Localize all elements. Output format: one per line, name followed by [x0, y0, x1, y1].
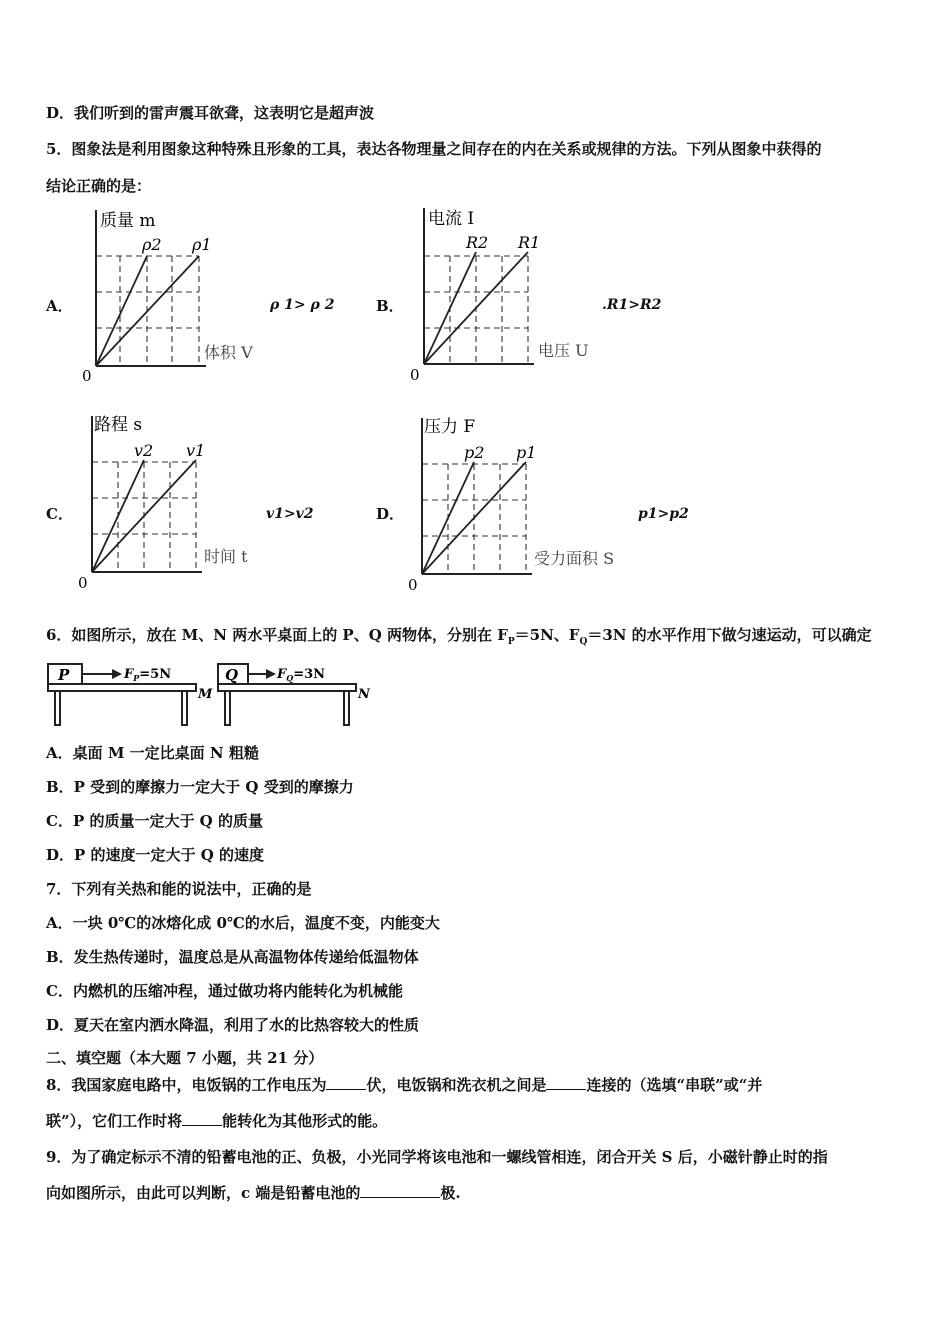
q5-b-conclusion: .R1>R2 — [602, 297, 662, 313]
q9-line2: 向如图所示，由此可以判断，c 端是铅蓄电池的 极. — [46, 1184, 461, 1202]
table-m — [48, 664, 213, 725]
y-axis-label: 路程 s — [94, 415, 143, 435]
q6-figure — [44, 656, 374, 728]
line-rho2 — [96, 256, 147, 366]
x-axis-label: 时间 t — [204, 547, 248, 566]
q5-option-d-label: D． — [376, 505, 405, 523]
q5-c-conclusion: v1>v2 — [266, 506, 314, 522]
q8-blank-connection[interactable] — [546, 1075, 586, 1090]
y-axis-label: 电流 I — [428, 209, 475, 229]
q5-option-b-label: B． — [376, 297, 404, 315]
q5-stem-line2: 结论正确的是： — [46, 177, 152, 195]
table-n — [218, 664, 371, 725]
label-p2: p2 — [464, 443, 485, 462]
force-q-arrowhead — [266, 669, 276, 679]
y-axis-label: 质量 m — [100, 211, 156, 231]
section-fill-in-heading: 二、填空题（本大题 7 小题，共 21 分） — [46, 1049, 324, 1067]
q9-line1: 9．为了确定标示不清的铅蓄电池的正、负极，小光同学将该电池和一螺线管相连，闭合开关 S 后，小磁针静止时的指 — [46, 1148, 828, 1166]
q8-line2: 联”），它们工作时将 能转化为其他形式的能。 — [46, 1112, 388, 1130]
q9-blank-pole[interactable] — [360, 1183, 440, 1198]
label-v1: v1 — [186, 441, 206, 460]
label-rho1: ρ1 — [192, 235, 212, 254]
block-p-label: P — [58, 666, 70, 684]
table-m-label: M — [198, 687, 213, 702]
force-q-label: $F_Q=3N$ — [277, 667, 326, 683]
x-axis-label: 电压 U — [538, 341, 589, 360]
q6-option-b: B．P 受到的摩擦力一定大于 Q 受到的摩擦力 — [46, 778, 354, 796]
q8-line1: 8．我国家庭电路中，电饭锅的工作电压为 伏，电饭锅和洗衣机之间是 连接的（选填“串联”或“并 — [46, 1076, 763, 1094]
q6-option-d: D．P 的速度一定大于 Q 的速度 — [46, 846, 265, 864]
force-p-label: $F_P=5N$ — [124, 667, 172, 683]
q5-d-conclusion: p1>p2 — [638, 506, 689, 522]
graph-distance-time — [70, 408, 280, 598]
origin-label: 0 — [82, 367, 92, 385]
q6-stem: 6．如图所示，放在 M、N 两水平桌面上的 P、Q 两物体，分别在 $F_P=5N$、$F_Q=3N$ 的水平作用下做匀速运动，可以确定 — [46, 626, 872, 647]
graph-force-area — [402, 410, 642, 600]
table-n-label: N — [358, 687, 370, 702]
q5-option-c-label: C． — [46, 505, 73, 523]
block-q-label: Q — [225, 666, 239, 684]
q8-blank-energy[interactable] — [182, 1111, 222, 1126]
q5-stem-line1: 5．图象法是利用图象这种特殊且形象的工具，表达各物理量之间存在的内在关系或规律的方法。下列从图象中获得的 — [46, 140, 822, 158]
label-p1: p1 — [516, 443, 537, 462]
q8-blank-voltage[interactable] — [326, 1075, 366, 1090]
origin-label: 0 — [78, 574, 88, 592]
q7-option-b: B．发生热传递时，温度总是从高温物体传递给低温物体 — [46, 948, 419, 966]
label-r2: R2 — [466, 233, 489, 252]
origin-label: 0 — [408, 576, 418, 594]
label-rho2: ρ2 — [142, 235, 162, 254]
y-axis-label: 压力 F — [424, 417, 476, 437]
label-v2: v2 — [134, 441, 154, 460]
q5-a-conclusion: ρ 1> ρ 2 — [270, 297, 335, 313]
label-r1: R1 — [518, 233, 541, 252]
q7-option-c: C．内燃机的压缩冲程，通过做功将内能转化为机械能 — [46, 982, 403, 1000]
q4-option-d: D．我们听到的雷声震耳欲聋，这表明它是超声波 — [46, 104, 375, 122]
origin-label: 0 — [410, 366, 420, 384]
x-axis-label: 体积 V — [204, 343, 253, 362]
q7-option-a: A．一块 0℃的冰熔化成 0℃的水后，温度不变，内能变大 — [46, 914, 440, 932]
q7-stem: 7．下列有关热和能的说法中，正确的是 — [46, 880, 312, 898]
graph-current-voltage — [402, 200, 622, 390]
x-axis-label: 受力面积 S — [534, 549, 615, 568]
force-p-arrowhead — [112, 669, 122, 679]
q5-option-a-label: A． — [46, 297, 73, 315]
q6-option-a: A．桌面 M 一定比桌面 N 粗糙 — [46, 744, 259, 762]
q6-option-c: C．P 的质量一定大于 Q 的质量 — [46, 812, 263, 830]
graph-mass-volume — [72, 200, 282, 390]
q7-option-d: D．夏天在室内洒水降温，利用了水的比热容较大的性质 — [46, 1016, 420, 1034]
